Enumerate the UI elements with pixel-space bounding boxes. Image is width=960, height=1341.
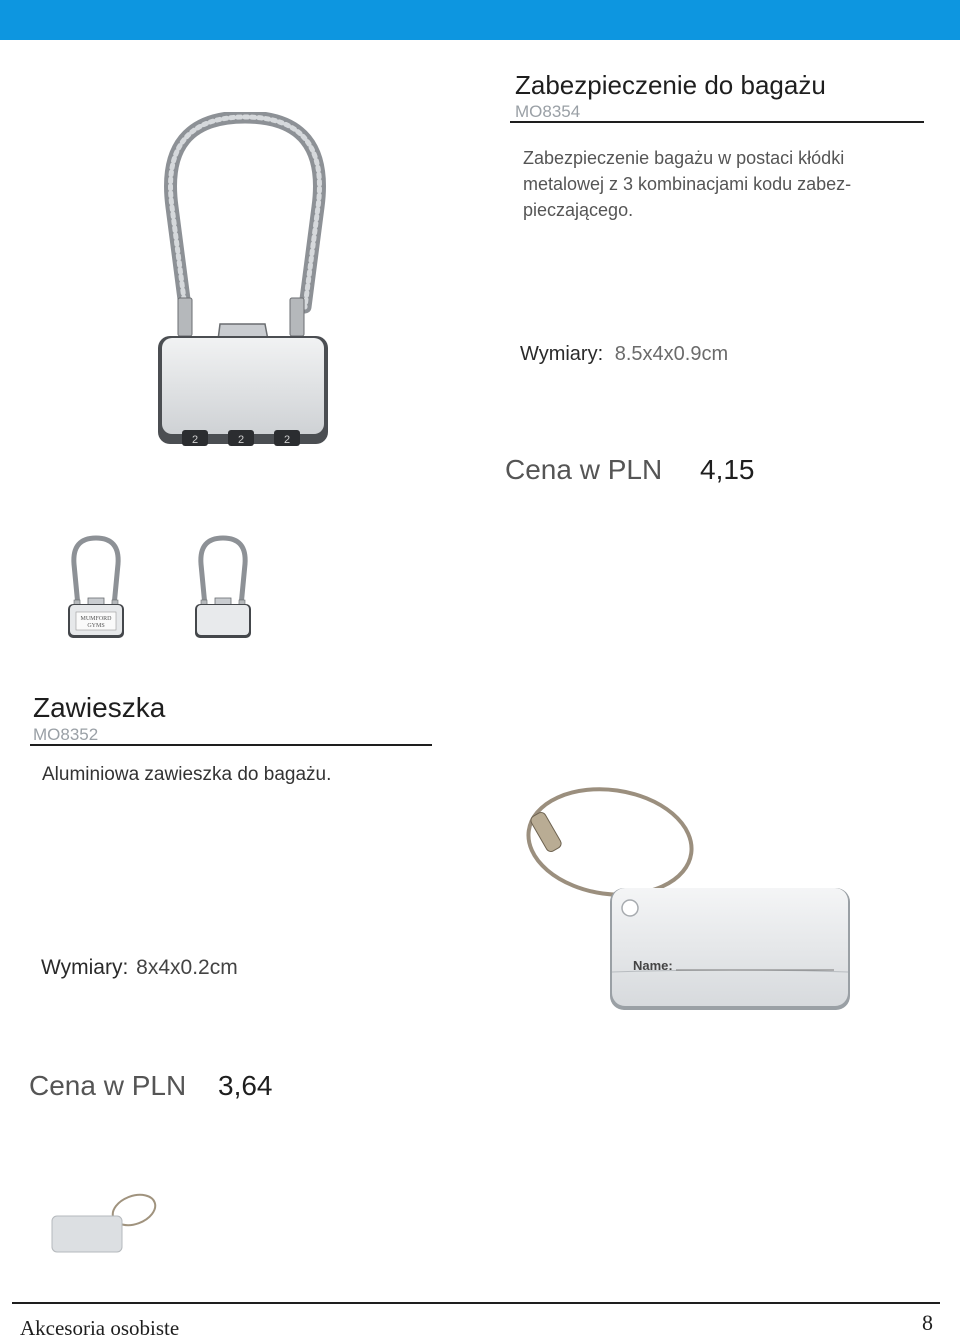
- description-line: pieczającego.: [523, 200, 634, 220]
- product-title: Zabezpieczenie do bagażu: [515, 70, 826, 100]
- product-description: Aluminiowa zawieszka do bagażu.: [42, 764, 332, 785]
- price-label: Cena w PLN: [505, 454, 663, 485]
- svg-text:2: 2: [191, 434, 199, 446]
- footer-section-title: Akcesoria osobiste: [20, 1316, 180, 1340]
- product-code: MO8352: [33, 725, 99, 744]
- dial-right: [274, 430, 300, 446]
- product-code: MO8354: [515, 102, 581, 121]
- dimensions-value: 8x4x0.2cm: [136, 956, 238, 979]
- title-underline: [30, 744, 432, 746]
- padlock-thumbnail-plain: [193, 534, 253, 642]
- svg-text:2: 2: [237, 434, 245, 446]
- price-value: 4,15: [700, 454, 755, 485]
- dimensions: [41, 956, 238, 980]
- luggage-tag-photo: [520, 782, 860, 1014]
- padlock-photo: [150, 112, 340, 452]
- product-description: [523, 145, 933, 223]
- price-label: Cena w PLN: [29, 1070, 187, 1101]
- dimensions: [520, 343, 728, 366]
- price-value: 3,64: [218, 1070, 273, 1101]
- thumbnail-logo-line: GYMS: [87, 623, 105, 629]
- dimensions-label: Wymiary:: [520, 343, 604, 365]
- dial-middle: [228, 430, 254, 446]
- tag-name-label: Name:: [633, 958, 673, 973]
- padlock-thumbnail-branded: [66, 534, 126, 642]
- page-number: 8: [922, 1310, 933, 1335]
- dimensions-value: 8.5x4x0.9cm: [614, 343, 729, 365]
- title-underline: [510, 121, 924, 123]
- thumbnail-logo-line: MUMFORD: [80, 616, 112, 622]
- dial-left: [182, 430, 208, 446]
- footer-rule: [12, 1302, 940, 1304]
- dimensions-label: Wymiary:: [41, 956, 129, 979]
- top-color-bar: [0, 0, 960, 40]
- product-title: Zawieszka: [33, 692, 166, 723]
- description-line: metalowej z 3 kombinacjami kodu zabez-: [523, 174, 852, 194]
- description-line: Zabezpieczenie bagażu w postaci kłódki: [523, 148, 845, 168]
- luggage-tag-thumbnail: [50, 1190, 162, 1256]
- svg-text:2: 2: [283, 434, 291, 446]
